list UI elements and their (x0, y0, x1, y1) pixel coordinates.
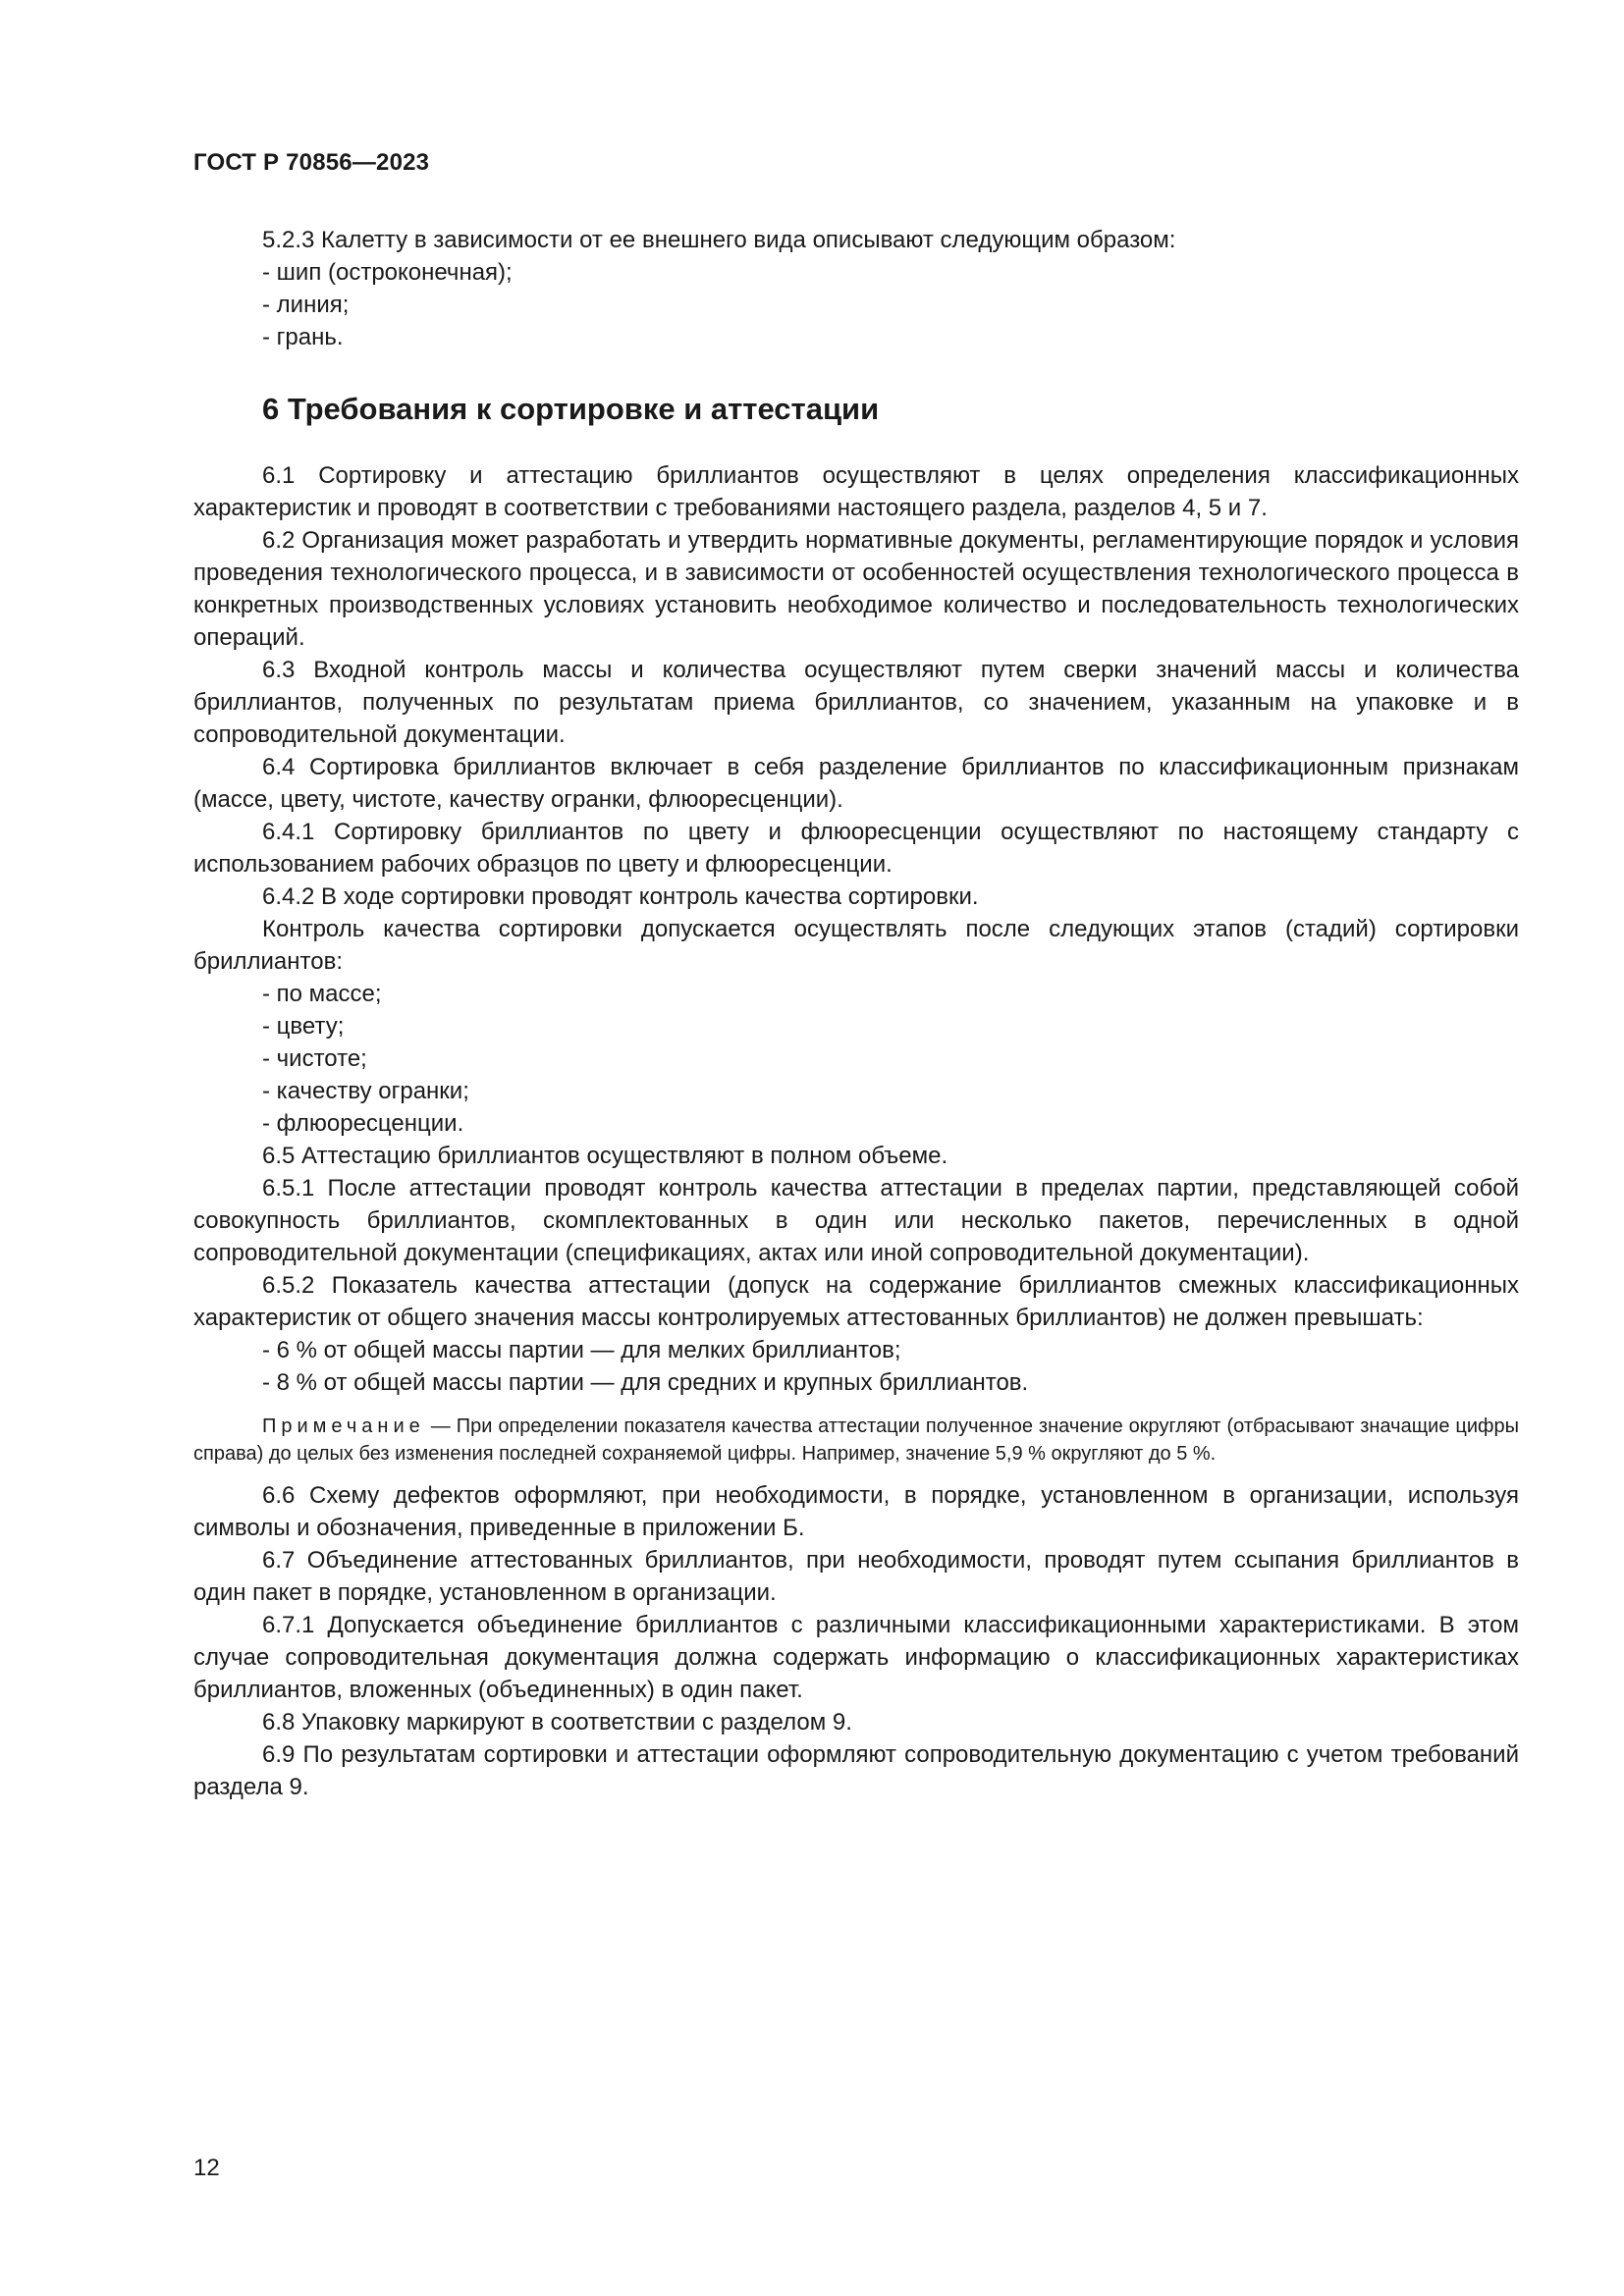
clause-5-2-3: 5.2.3 Калетту в зависимости от ее внешнего вида описывают следующим образом: (262, 227, 1176, 253)
clause-6-7-1: 6.7.1 Допускается объединение бриллиантов с различными классификационными характеристиками. В этом случае сопроводительная документация должна содержать информацию о классификационных характеристиках бриллиантов, вложенных (объединенных) в один пакет. (193, 1612, 1519, 1703)
list-item: - качеству огранки; (262, 1078, 469, 1104)
note-label: Примечание (262, 1415, 425, 1437)
clause-6-4: 6.4 Сортировка бриллиантов включает в себя разделение бриллиантов по классификационным признакам (массе, цвету, чистоте, качеству огранки, флюоресценции). (193, 754, 1519, 813)
paragraph: Контроль качества сортировки допускается осуществлять после следующих этапов (стадий) сортировки бриллиантов: (193, 916, 1519, 975)
list-item: - цвету; (262, 1013, 345, 1040)
clause-6-3: 6.3 Входной контроль массы и количества осуществляют путем сверки значений массы и количества бриллиантов, полученных по результатам приема бриллиантов, со значением, указанным на упаковке и в сопроводительной документации. (193, 657, 1519, 748)
list-item: - чистоте; (262, 1045, 367, 1072)
document-id-header: ГОСТ Р 70856—2023 (193, 149, 430, 176)
clause-6-4-2: 6.4.2 В ходе сортировки проводят контроль качества сортировки. (262, 883, 979, 910)
clause-6-6: 6.6 Схему дефектов оформляют, при необходимости, в порядке, установленном в организации, используя символы и обозначения, приведенные в приложении Б. (193, 1482, 1519, 1541)
list-item: - флюоресценции. (262, 1110, 464, 1137)
list-item: - 8 % от общей массы партии — для средних и крупных бриллиантов. (262, 1369, 1029, 1396)
clause-6-5-1: 6.5.1 После аттестации проводят контроль качества аттестации в пределах партии, представляющей собой совокупность бриллиантов, скомплектованных в один или несколько пакетов, перечисленных в одной сопроводительной документации (спецификациях, актах или иной сопроводительной документации). (193, 1175, 1519, 1266)
clause-6-7: 6.7 Объединение аттестованных бриллиантов, при необходимости, проводят путем ссыпания бриллиантов в один пакет в порядке, установленном в организации. (193, 1547, 1519, 1606)
document-body (193, 224, 1519, 1803)
list-item: - по массе; (262, 981, 382, 1007)
clause-6-9: 6.9 По результатам сортировки и аттестации оформляют сопроводительную документацию с учетом требований раздела 9. (193, 1741, 1519, 1800)
clause-6-4-1: 6.4.1 Сортировку бриллиантов по цвету и флюоресценции осуществляют по настоящему стандарту с использованием рабочих образцов по цвету и флюоресценции. (193, 819, 1519, 878)
list-item: - шип (остроконечная); (262, 259, 513, 286)
list-item: - линия; (262, 292, 350, 318)
page-number: 12 (193, 2155, 220, 2181)
note-text: При определении показателя качества аттестации полученное значение округляют (отбрасывают значащие цифры справа) до целых без изменения последней сохраняемой цифры. Например, значение 5,9 % округляют до 5 %. (193, 1415, 1519, 1465)
note-dash: — (424, 1415, 457, 1437)
section-heading: 6 Требования к сортировке и аттестации (262, 392, 880, 426)
clause-6-5-2: 6.5.2 Показатель качества аттестации (допуск на содержание бриллиантов смежных классификационных характеристик от общего значения массы контролируемых аттестованных бриллиантов) не должен превышать: (193, 1272, 1519, 1331)
clause-6-5: 6.5 Аттестацию бриллиантов осуществляют в полном объеме. (262, 1143, 948, 1169)
list-item: - 6 % от общей массы партии — для мелких бриллиантов; (262, 1337, 901, 1363)
note (193, 1413, 1519, 1468)
clause-6-1: 6.1 Сортировку и аттестацию бриллиантов осуществляют в целях определения классификационных характеристик и проводят в соответствии с требованиями настоящего раздела, разделов 4, 5 и 7. (193, 462, 1519, 521)
clause-6-2: 6.2 Организация может разработать и утвердить нормативные документы, регламентирующие порядок и условия проведения технологического процесса, и в зависимости от особенностей осуществления технологического процесса в конкретных производственных условиях установить необходимое количество и последовательность технологических операций. (193, 527, 1519, 651)
list-item: - грань. (262, 324, 344, 350)
clause-6-8: 6.8 Упаковку маркируют в соответствии с разделом 9. (262, 1709, 852, 1735)
